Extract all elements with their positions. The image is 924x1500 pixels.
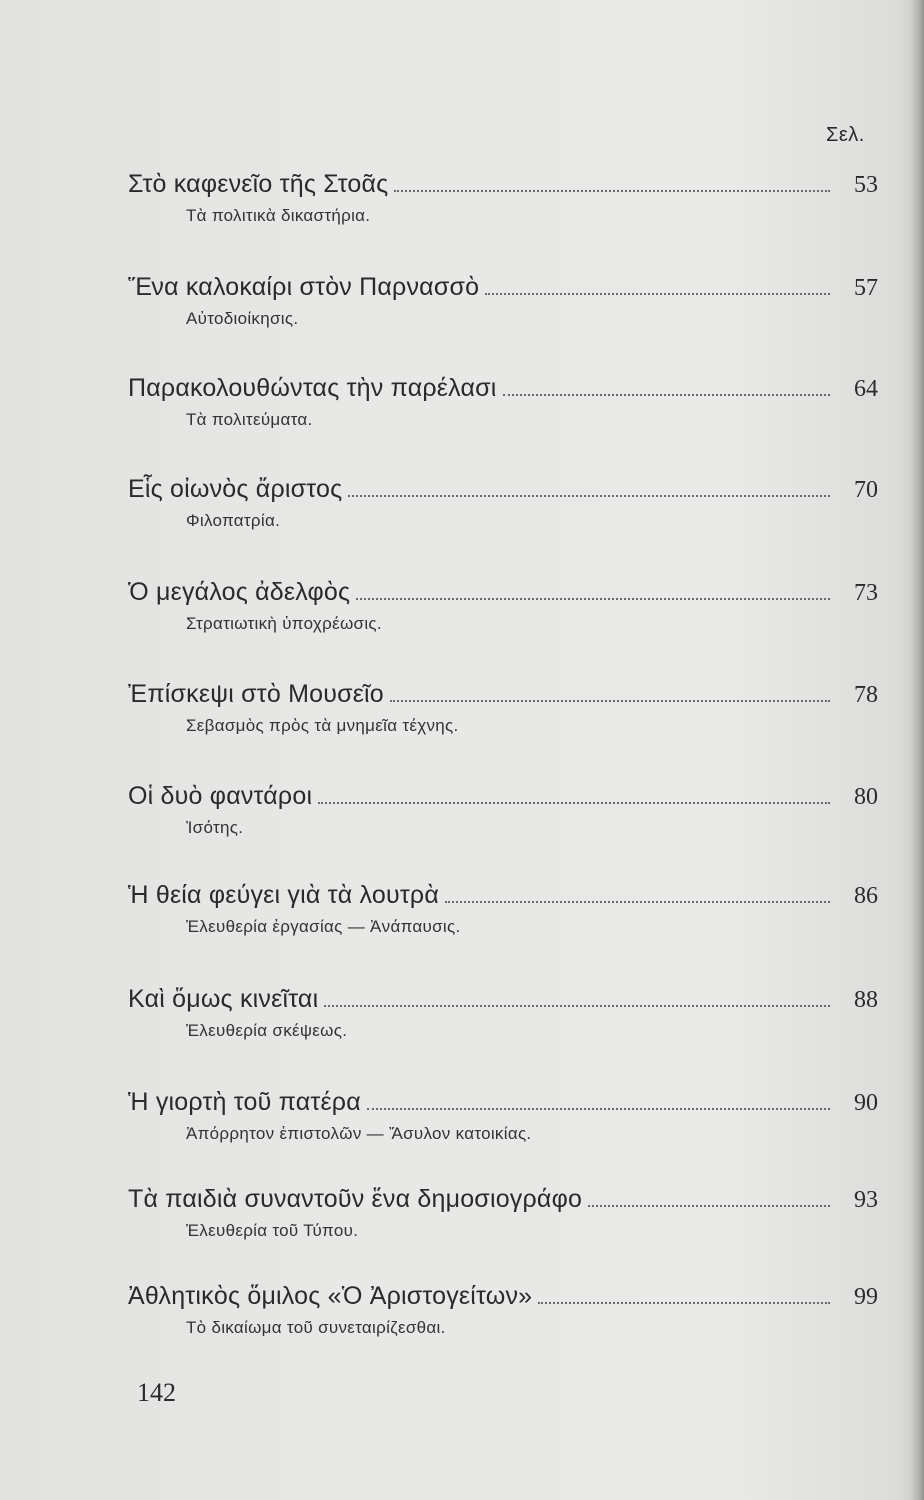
entry-title: Στὸ καφενεῖο τῆς Στοᾶς — [128, 170, 389, 198]
toc-entry — [128, 1088, 878, 1144]
toc-entry — [128, 170, 878, 226]
entry-subtitle: Ἐλευθερία ἐργασίας — Ἀνάπαυσις. — [186, 917, 461, 936]
entry-subtitle: Ἰσότης. — [186, 818, 244, 837]
entry-subtitle: Αὐτοδιοίκησις. — [186, 309, 299, 328]
entry-page-number: 53 — [854, 172, 878, 198]
entry-subtitle: Τὰ πολιτεύματα. — [186, 410, 313, 429]
toc-entry — [128, 578, 878, 634]
dot-leader — [394, 189, 830, 192]
entry-subtitle: Ἐλευθερία σκέψεως. — [186, 1021, 348, 1040]
dot-leader — [348, 494, 830, 497]
entry-page-number: 73 — [854, 580, 878, 606]
entry-subtitle: Σεβασμὸς πρὸς τὰ μνημεῖα τέχνης. — [186, 716, 459, 735]
entry-page-number: 88 — [854, 987, 878, 1013]
dot-leader — [485, 292, 830, 295]
entry-title: Καὶ ὅμως κινεῖται — [128, 985, 319, 1013]
entry-title: Παρακολουθώντας τὴν παρέλασι — [128, 374, 497, 402]
entry-title: Ἀθλητικὸς ὅμιλος «Ὁ Ἀριστογείτων» — [128, 1282, 533, 1310]
toc-entry — [128, 374, 878, 430]
dot-leader — [367, 1107, 830, 1110]
toc-entry — [128, 1185, 878, 1241]
toc-entry — [128, 273, 878, 329]
dot-leader — [503, 393, 831, 396]
entry-subtitle: Φιλοπατρία. — [186, 511, 281, 530]
entry-page-number: 86 — [854, 883, 878, 909]
entry-subtitle: Τὸ δικαίωμα τοῦ συνεταιρίζεσθαι. — [186, 1318, 446, 1337]
entry-page-number: 90 — [854, 1090, 878, 1116]
entry-page-number: 57 — [854, 275, 878, 301]
page-column-header: Σελ. — [826, 124, 865, 146]
page-edge-shadow — [910, 0, 924, 1500]
entry-page-number: 70 — [854, 477, 878, 503]
entry-page-number: 99 — [854, 1284, 878, 1310]
dot-leader — [390, 699, 830, 702]
entry-page-number: 78 — [854, 682, 878, 708]
dot-leader — [445, 900, 830, 903]
entry-title: Εἷς οἰωνὸς ἄριστος — [128, 475, 343, 503]
entry-title: Ἐπίσκεψι στὸ Μουσεῖο — [128, 680, 384, 708]
entry-title: Ἕνα καλοκαίρι στὸν Παρνασσὸ — [128, 273, 480, 301]
toc-entry — [128, 475, 878, 531]
dot-leader — [588, 1204, 830, 1207]
toc-entry — [128, 985, 878, 1041]
entry-title: Οἱ δυὸ φαντάροι — [128, 782, 313, 810]
entry-page-number: 64 — [854, 376, 878, 402]
entry-title: Τὰ παιδιὰ συναντοῦν ἕνα δημοσιογράφο — [128, 1185, 583, 1213]
dot-leader — [356, 597, 830, 600]
toc-entry — [128, 782, 878, 838]
folio-page-number: 142 — [137, 1378, 176, 1407]
toc-entry — [128, 881, 878, 937]
entry-subtitle: Στρατιωτικὴ ὑποχρέωσις. — [186, 614, 382, 633]
toc-entry — [128, 680, 878, 736]
entry-title: Ὁ μεγάλος ἀδελφὸς — [128, 578, 351, 606]
entry-subtitle: Ἐλευθερία τοῦ Τύπου. — [186, 1221, 359, 1240]
dot-leader — [318, 801, 830, 804]
dot-leader — [538, 1301, 830, 1304]
toc-entry — [128, 1282, 878, 1338]
entry-title: Ἡ γιορτὴ τοῦ πατέρα — [128, 1088, 361, 1116]
entry-subtitle: Ἀπόρρητον ἐπιστολῶν — Ἄσυλον κατοικίας. — [186, 1124, 532, 1143]
dot-leader — [324, 1004, 830, 1007]
entry-page-number: 93 — [854, 1187, 878, 1213]
entry-subtitle: Τὰ πολιτικὰ δικαστήρια. — [186, 206, 371, 225]
entry-page-number: 80 — [854, 784, 878, 810]
entry-title: Ἡ θεία φεύγει γιὰ τὰ λουτρὰ — [128, 881, 439, 909]
